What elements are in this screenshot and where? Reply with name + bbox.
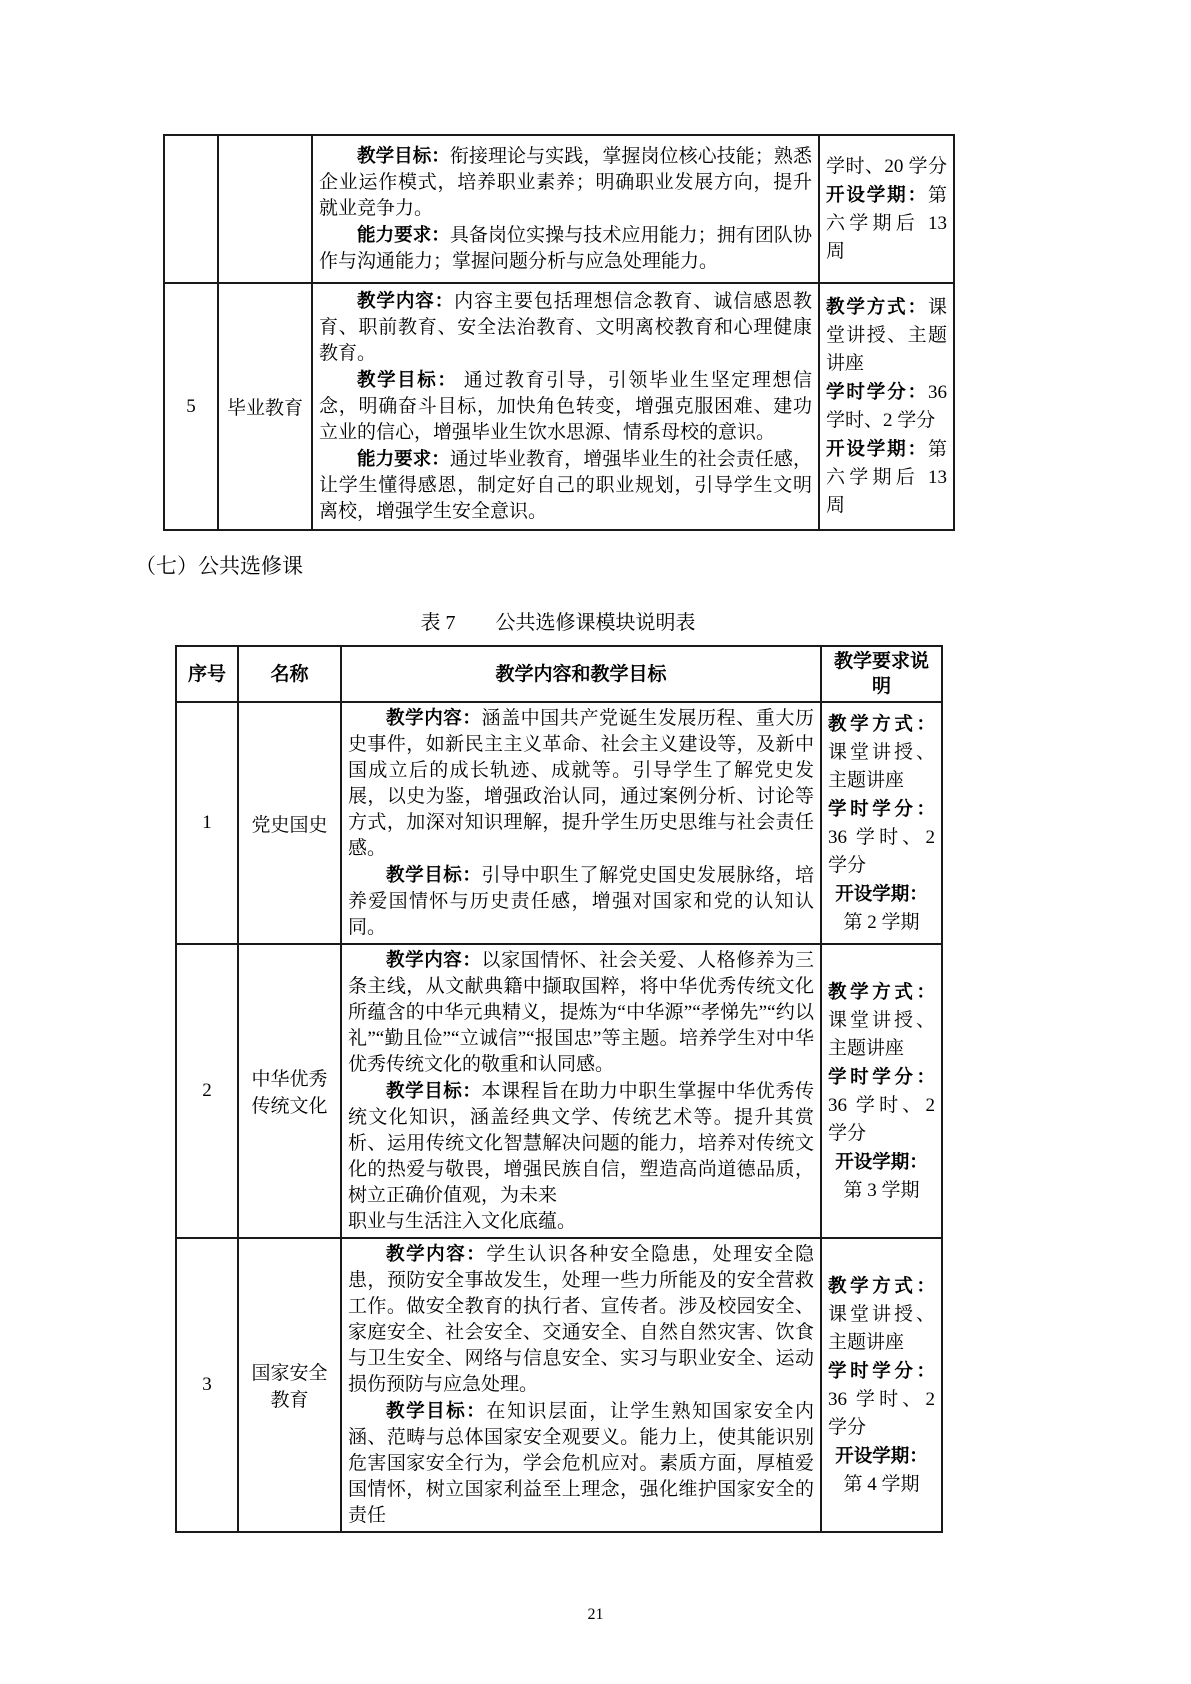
course-name-cell: 党史国史 bbox=[238, 702, 341, 944]
paragraph-label: 能力要求： bbox=[357, 448, 450, 469]
paragraph-label: 教学内容： bbox=[386, 707, 482, 728]
req-semester-value: 第 4 学期 bbox=[843, 1473, 920, 1495]
header-name: 名称 bbox=[238, 646, 341, 702]
paragraph bbox=[348, 947, 814, 1078]
paragraph-label: 教学内容： bbox=[386, 949, 482, 970]
req-semester-label: 开设学期： bbox=[826, 183, 928, 205]
serial-cell: 3 bbox=[176, 1238, 238, 1532]
paragraph-label: 教学目标： bbox=[386, 1400, 487, 1421]
course-name-cell bbox=[218, 135, 312, 283]
paragraph bbox=[348, 1241, 814, 1398]
table-row-2 bbox=[176, 944, 942, 1238]
table-row-partial bbox=[164, 135, 954, 283]
paragraph-label: 能力要求： bbox=[357, 224, 450, 245]
paragraph bbox=[348, 862, 814, 941]
page-number: 21 bbox=[587, 1606, 604, 1623]
course-name-cell: 毕业教育 bbox=[218, 283, 312, 530]
req-method-label: 教学方式： bbox=[828, 980, 935, 1002]
paragraph-text: 以家国情怀、社会关爱、人格修养为三条主线，从文献典籍中撷取国粹，将中华优秀传统文化所蕴含的中华元典精义，提炼为“中华源”“孝悌先”“约以礼”“勤且俭”“立诚信”“报国忠”等主题。培养学生对中华优秀传统文化的敬重和认同感。 bbox=[348, 950, 814, 1075]
req-method bbox=[826, 293, 947, 378]
paragraph-label: 教学目标： bbox=[357, 145, 450, 166]
req-hours-continued: 学时、20 学分 bbox=[826, 155, 947, 177]
paragraph bbox=[319, 367, 812, 446]
serial-cell: 2 bbox=[176, 944, 238, 1238]
teaching-content-cell bbox=[341, 1238, 821, 1532]
course-name-cell: 中华优秀传统文化 bbox=[238, 944, 341, 1238]
req-hours-label: 学时学分： bbox=[826, 381, 928, 402]
teaching-content-cell bbox=[341, 702, 821, 944]
req-semester-value: 第 2 学期 bbox=[843, 911, 920, 933]
paragraph-text: 通过毕业教育，增强毕业生的社会责任感，让学生懂得感恩，制定好自己的职业规划，引导学生文明离校，增强学生安全意识。 bbox=[319, 449, 812, 522]
teaching-req-cell bbox=[821, 702, 942, 944]
teaching-req-cell bbox=[819, 283, 954, 530]
paragraph-text: 引导中职生了解党史国史发展脉络，培养爱国情怀与历史责任感，增强对国家和党的认知认同。 bbox=[348, 865, 814, 938]
req-method-value: 课堂讲授、主题讲座 bbox=[828, 741, 935, 791]
req-hours-label: 学时学分： bbox=[828, 1065, 935, 1087]
paragraph-label: 教学内容： bbox=[357, 290, 455, 311]
paragraph bbox=[348, 705, 814, 862]
teaching-req-cell bbox=[821, 944, 942, 1238]
req-semester-label: 开设学期： bbox=[835, 882, 928, 904]
req-semester-label: 开设学期： bbox=[835, 1444, 928, 1466]
req-hours bbox=[828, 1063, 935, 1148]
req-hours-value: 36 学时、2 学分 bbox=[828, 826, 935, 876]
req-hours bbox=[826, 378, 947, 435]
paragraph bbox=[348, 1078, 814, 1209]
paragraph-text: 学生认识各种安全隐患，处理安全隐患，预防安全事故发生，处理一些力所能及的安全营救工作。做安全教育的执行者、宣传者。涉及校园安全、家庭安全、社会安全、交通安全、自然自然灾害、饮食与卫生安全、网络与信息安全、实习与职业安全、运动损伤预防与应急处理。 bbox=[348, 1244, 814, 1395]
req-hours-value: 36 学时、2 学分 bbox=[828, 1388, 935, 1438]
req-hours-value: 36 学时、2 学分 bbox=[826, 382, 947, 431]
paragraph-text: 具备岗位实操与技术应用能力；拥有团队协作与沟通能力；掌握问题分析与应急处理能力。 bbox=[319, 225, 812, 272]
paragraph-label: 教学目标： bbox=[357, 369, 458, 390]
req-method-value: 课堂讲授、主题讲座 bbox=[828, 1303, 935, 1353]
section-heading: （七）公共选修课 bbox=[135, 554, 303, 578]
teaching-content-cell bbox=[312, 283, 819, 530]
req-method bbox=[828, 978, 935, 1063]
header-serial: 序号 bbox=[176, 646, 238, 702]
req-semester-value: 第 3 学期 bbox=[843, 1179, 920, 1201]
paragraph bbox=[348, 1398, 814, 1529]
req-semester-value: 第六学期后 13 周 bbox=[826, 439, 947, 516]
paragraph-text: 衔接理论与实践，掌握岗位核心技能；熟悉企业运作模式，培养职业素养；明确职业发展方向，提升就业竞争力。 bbox=[319, 146, 812, 219]
teaching-content-cell bbox=[341, 944, 821, 1238]
table-row-1 bbox=[176, 702, 942, 944]
req-method-label: 教学方式： bbox=[826, 296, 928, 317]
req-hours bbox=[828, 1357, 935, 1442]
course-name-cell: 国家安全教育 bbox=[238, 1238, 341, 1532]
paragraph bbox=[319, 222, 812, 275]
serial-cell bbox=[164, 135, 218, 283]
paragraph-label: 教学内容： bbox=[386, 1243, 487, 1264]
paragraph bbox=[319, 143, 812, 222]
paragraph-text: 本课程旨在助力中职生掌握中华优秀传统文化知识，涵盖经典文学、传统艺术等。提升其赏析、运用传统文化智慧解决问题的能力，培养对传统文化的热爱与敬畏，增强民族自信，塑造高尚道德品质，树立正确价值观，为未来 bbox=[348, 1081, 814, 1206]
req-method bbox=[828, 710, 935, 795]
paragraph bbox=[319, 288, 812, 367]
table-row-3 bbox=[176, 1238, 942, 1532]
req-hours-label: 学时学分： bbox=[828, 1359, 935, 1381]
paragraph-text: 在知识层面，让学生熟知国家安全内涵、范畴与总体国家安全观要义。能力上，使其能识别危害国家安全行为，学会危机应对。素质方面，厚植爱国情怀，树立国家利益至上理念，强化维护国家安全的责任 bbox=[348, 1401, 814, 1526]
header-req: 教学要求说明 bbox=[821, 646, 942, 702]
paragraph-label: 教学目标： bbox=[386, 864, 482, 885]
paragraph-text: 内容主要包括理想信念教育、诚信感恩教育、职前教育、安全法治教育、文明离校教育和心理健康教育。 bbox=[319, 291, 812, 364]
header-content: 教学内容和教学目标 bbox=[341, 646, 821, 702]
teaching-content-cell bbox=[312, 135, 819, 283]
teaching-req-cell bbox=[819, 135, 954, 283]
table-row-5 bbox=[164, 283, 954, 530]
req-method-value: 课堂讲授、主题讲座 bbox=[826, 297, 947, 374]
req-method-label: 教学方式： bbox=[828, 712, 935, 734]
req-method-value: 课堂讲授、主题讲座 bbox=[828, 1009, 935, 1059]
req-hours-value: 36 学时、2 学分 bbox=[828, 1094, 935, 1144]
paragraph-text: 涵盖中国共产党诞生发展历程、重大历史事件，如新民主主义革命、社会主义建设等，及新中国成立后的成长轨迹、成就等。引导学生了解党史发展，以史为鉴，增强政治认同，通过案例分析、讨论等方式，加深对知识理解，提升学生历史思维与社会责任感。 bbox=[348, 708, 814, 859]
paragraph-label: 教学目标： bbox=[386, 1080, 482, 1101]
paragraph-tail: 职业与生活注入文化底蕴。 bbox=[348, 1211, 577, 1232]
table-title: 表 7 公共选修课模块说明表 bbox=[420, 612, 696, 634]
top-table bbox=[163, 134, 955, 531]
serial-cell: 5 bbox=[164, 283, 218, 530]
req-semester-label: 开设学期： bbox=[835, 1150, 928, 1172]
table-header-row bbox=[176, 646, 942, 702]
teaching-req-cell bbox=[821, 1238, 942, 1532]
req-method bbox=[828, 1272, 935, 1357]
table7 bbox=[175, 645, 943, 1533]
req-semester-label: 开设学期： bbox=[826, 438, 928, 459]
serial-cell: 1 bbox=[176, 702, 238, 944]
paragraph-text: 通过教育引导，引领毕业生坚定理想信念，明确奋斗目标，加快角色转变，增强克服困难、建功立业的信心，增强毕业生饮水思源、情系母校的意识。 bbox=[319, 370, 812, 443]
req-hours bbox=[828, 795, 935, 880]
req-hours-label: 学时学分： bbox=[828, 797, 935, 819]
req-semester-value: 第六学期后 13 周 bbox=[826, 184, 947, 262]
req-semester bbox=[826, 435, 947, 520]
paragraph bbox=[319, 446, 812, 525]
req-method-label: 教学方式： bbox=[828, 1274, 935, 1296]
